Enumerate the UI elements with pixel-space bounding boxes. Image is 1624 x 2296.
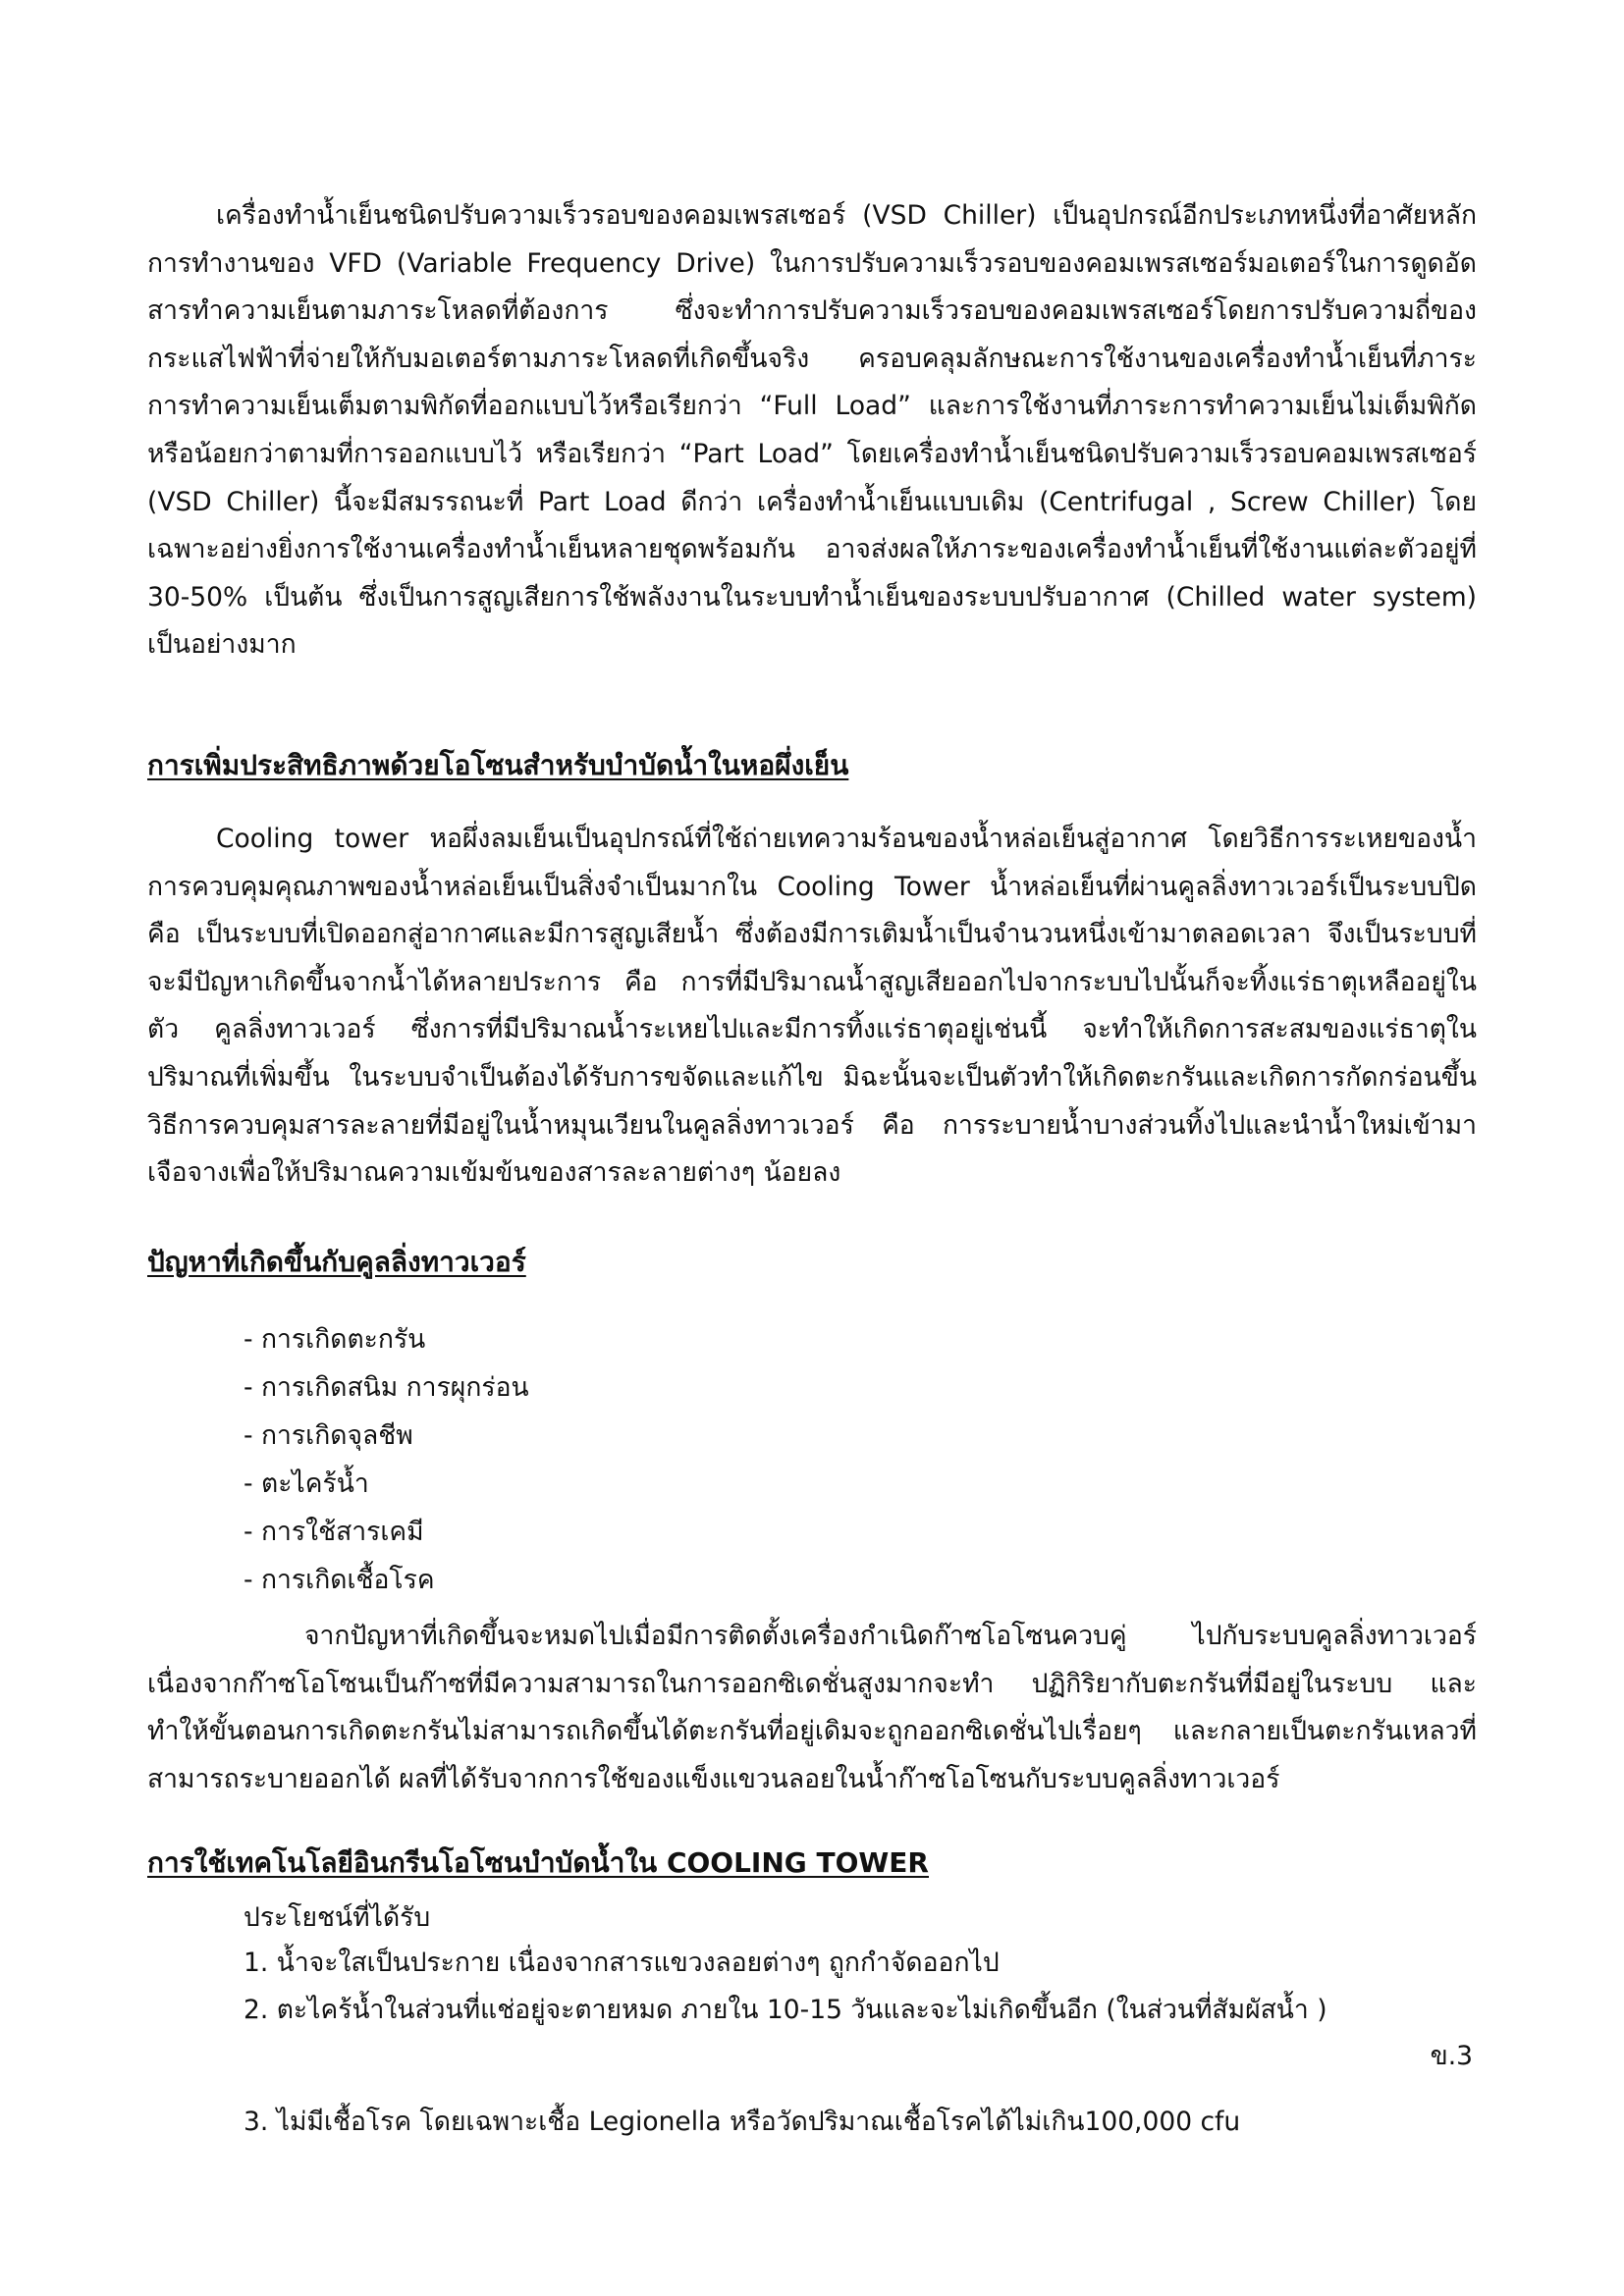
list-item: - ตะไคร้น้ำ [244,1468,369,1499]
benefit-item-3: 3. ไม่มีเชื้อโรค โดยเฉพาะเชื้อ Legionella หรือวัดปริมาณเชื้อโรคได้ไม่เกิน100,000 cfu [244,2107,1241,2137]
benefits-list [244,1940,1327,2034]
list-item: 1. น้ำจะใสเป็นประกาย เนื่องจากสารแขวงลอยต่างๆ ถูกกำจัดออกไป [244,1948,1000,1978]
problems-heading: ปัญหาที่เกิดขึ้นกับคูลลิ่งทาวเวอร์ [147,1246,526,1278]
list-item: - การเกิดตะกรัน [244,1324,426,1355]
solution-text: จากปัญหาที่เกิดขึ้นจะหมดไปเมื่อมีการติดตั้งเครื่องกำเนิดก๊าซโอโซนควบคู่ ไปกับระบบคูลลิ่งทาวเวอร์เนื่องจากก๊าซโอโซนเป็นก๊าซที่มีความสามารถในการออกซิเดชั่นสูงมากจะทำ ปฏิกิริยากับตะกรันที่มีอยู่ในระบบ และทำให้ขั้นตอนการเกิดตะกรันไม่สามารถเกิดขึ้นได้ตะกรันที่อยู่เดิมจะถูกออกซิเดชั่นไปเรื่อยๆ และกลายเป็นตะกรันเหลวที่สามารถระบายออกได้ ผลที่ได้รับจากการใช้ของแข็งแขวนลอยในน้ำก๊าซโอโซนกับระบบคูลลิ่งทาวเวอร์ [147,1621,1477,1794]
list-item: 2. ตะไคร้น้ำในส่วนที่แช่อยู่จะตายหมด ภายใน 10-15 วันและจะไม่เกิดขึ้นอีก (ในส่วนที่สัมผัสน้ำ ) [244,1995,1327,2025]
list-item: - การเกิดสนิม การผุกร่อน [244,1372,529,1403]
benefits-label: ประโยชน์ที่ได้รับ [244,1902,431,1933]
list-item: - การเกิดจุลชีพ [244,1420,413,1451]
list-item: - การเกิดเชื้อโรค [244,1565,435,1595]
vsd-chiller-text: เครื่องทำน้ำเย็นชนิดปรับความเร็วรอบของคอมเพรสเซอร์ (VSD Chiller) เป็นอุปกรณ์อีกประเภทหนึ่งที่อาศัยหลักการทำงานของ VFD (Variable Frequency Drive) ในการปรับความเร็วรอบของคอมเพรสเซอร์มอเตอร์ในการดูดอัดสารทำความเย็นตามภาระโหลดที่ต้องการ ซึ่งจะทำการปรับความเร็วรอบของคอมเพรสเซอร์โดยการปรับความถี่ของกระแสไฟฟ้าที่จ่ายให้กับมอเตอร์ตามภาระโหลดที่เกิดขึ้นจริง ครอบคลุมลักษณะการใช้งานของเครื่องทำน้ำเย็นที่ภาระการทำความเย็นเต็มตามพิกัดที่ออกแบบไว้หรือเรียกว่า “Full Load” และการใช้งานที่ภาระการทำความเย็นไม่เต็มพิกัดหรือน้อยกว่าตามที่การออกแบบไว้ หรือเรียกว่า “Part Load” โดยเครื่องทำน้ำเย็นชนิดปรับความเร็วรอบคอมเพรสเซอร์ (VSD Chiller) นี้จะมีสมรรถนะที่ Part Load ดีกว่า เครื่องทำน้ำเย็นแบบเดิม (Centrifugal , Screw Chiller) โดยเฉพาะอย่างยิ่งการใช้งานเครื่องทำน้ำเย็นหลายชุดพร้อมกัน อาจส่งผลให้ภาระของเครื่องทำน้ำเย็นที่ใช้งานแต่ละตัวอยู่ที่ 30-50% เป็นต้น ซึ่งเป็นการสูญเสียการใช้พลังงานในระบบทำน้ำเย็นของระบบปรับอากาศ (Chilled water system) เป็นอย่างมาก [147,200,1477,661]
ozone-section-heading: การเพิ่มประสิทธิภาพด้วยโอโซนสำหรับบำบัดน้ำในหอผึ่งเย็น [147,749,849,781]
problems-list [244,1315,529,1604]
cooling-tower-paragraph [147,816,1477,1198]
technology-heading: การใช้เทคโนโลยีอินกรีนโอโซนบำบัดน้ำใน COOLING TOWER [147,1846,929,1879]
solution-paragraph [147,1613,1477,1803]
page-number: ข.3 [1430,2041,1473,2071]
list-item: - การใช้สารเคมี [244,1517,424,1547]
vsd-chiller-paragraph [147,192,1477,669]
cooling-tower-text: Cooling tower หอผึ่งลมเย็นเป็นอุปกรณ์ที่ใช้ถ่ายเทความร้อนของน้ำหล่อเย็นสู่อากาศ โดยวิธีการระเหยของน้ำ การควบคุมคุณภาพของน้ำหล่อเย็นเป็นสิ่งจำเป็นมากใน Cooling Tower น้ำหล่อเย็นที่ผ่านคูลลิ่งทาวเวอร์เป็นระบบปิด คือ เป็นระบบที่เปิดออกสู่อากาศและมีการสูญเสียน้ำ ซึ่งต้องมีการเติมน้ำเป็นจำนวนหนึ่งเข้ามาตลอดเวลา จึงเป็นระบบที่จะมีปัญหาเกิดขึ้นจากน้ำได้หลายประการ คือ การที่มีปริมาณน้ำสูญเสียออกไปจากระบบไปนั้นก็จะทิ้งแร่ธาตุเหลืออยู่ในตัว คูลลิ่งทาวเวอร์ ซึ่งการที่มีปริมาณน้ำระเหยไปและมีการทิ้งแร่ธาตุอยู่เช่นนี้ จะทำให้เกิดการสะสมของแร่ธาตุในปริมาณที่เพิ่มขึ้น ในระบบจำเป็นต้องได้รับการขจัดและแก้ไข มิฉะนั้นจะเป็นตัวทำให้เกิดตะกรันและเกิดการกัดกร่อนขึ้น วิธีการควบคุมสารละลายที่มีอยู่ในน้ำหมุนเวียนในคูลลิ่งทาวเวอร์ คือ การระบายน้ำบางส่วนทิ้งไปและนำน้ำใหม่เข้ามาเจือจางเพื่อให้ปริมาณความเข้มข้นของสารละลายต่างๆ น้อยลง [147,824,1477,1189]
